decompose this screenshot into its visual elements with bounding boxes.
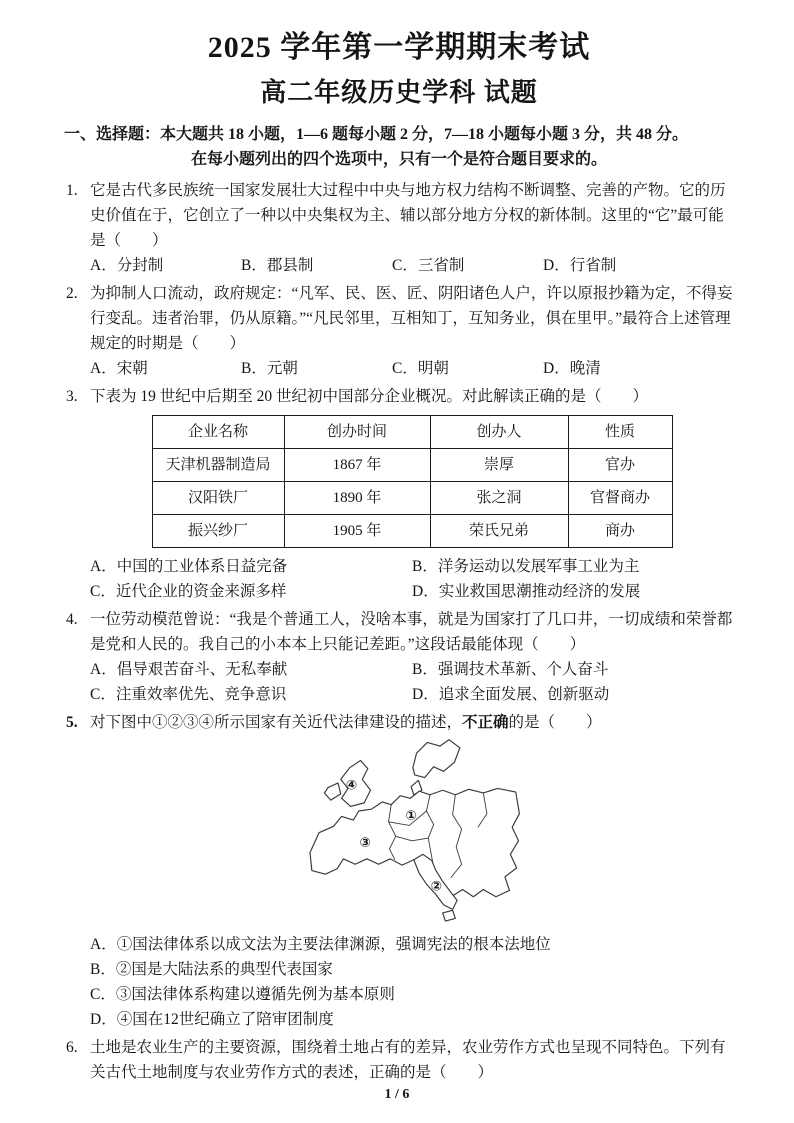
exam-subtitle: 高二年级历史学科 试题 [260,78,538,107]
map-label-3: ③ [359,835,371,852]
option-a: A．①国法律体系以成文法为主要法律渊源，强调宪法的根本法地位 [90,936,551,953]
table-header-cell: 性质 [568,416,672,449]
question-4-options [90,657,734,707]
table-cell: 振兴纱厂 [152,515,284,548]
table-cell: 1890 年 [284,482,430,515]
table-cell: 崇厚 [430,449,568,482]
question-4-text: 一位劳动模范曾说：“我是个普通工人，没啥本事，就是为国家打了几口井，一切成绩和荣誉都是党和人民的。我自己的小本本上只能记差距。”这段话最能体现（ ） [90,611,733,653]
map-label-1: ① [405,808,417,825]
section-instructions-line1: 一、选择题：本大题共 18 小题，1—6 题每小题 2 分，7—18 小题每小题 3 分，共 48 分。 [64,126,689,143]
question-4-number: 4. [66,611,78,628]
mainland-europe-shape [310,788,519,896]
table-cell: 1905 年 [284,515,430,548]
question-3 [64,384,734,604]
question-5-text [90,710,734,735]
question-6-number: 6. [66,1039,78,1056]
option-d: D．追求全面发展、创新驱动 [412,686,610,703]
option-b: B．元朝 [241,360,298,377]
option-c: C．明朝 [392,360,449,377]
question-1 [64,178,734,278]
map-landmass-group [310,740,519,921]
question-3-options [90,554,734,604]
option-b: B．强调技术革新、个人奋斗 [412,661,609,678]
option-b: B．郡县制 [241,257,314,274]
map-label-4: ④ [345,777,358,794]
question-2-text: 为抑制人口流动，政府规定：“凡军、民、医、匠、阴阳诸色人户，许以原报抄籍为定，不得妄行变乱。违者治罪，仍从原籍。”“凡民邻里，互相知丁，互知务业，俱在里甲。”最符合上述管理规定的时期是（ ） [90,285,733,352]
map-label-2: ② [430,878,443,895]
table-cell: 商办 [568,515,672,548]
question-5-options [90,932,734,1032]
table-row [152,515,672,548]
sicily-shape [443,910,456,921]
table-cell: 官督商办 [568,482,672,515]
question-6 [64,1035,734,1085]
option-c: C．三省制 [392,257,465,274]
question-5-text-after: 的是（ ） [508,714,602,731]
question-1-text: 它是古代多民族统一国家发展壮大过程中中央与地方权力结构不断调整、完善的产物。它的历史价值在于，它创立了一种以中央集权为主、辅以部分地方分权的新体制。这里的“它”最可能是（ ） [90,182,726,249]
option-d: D．④国在12世纪确立了陪审团制度 [90,1011,334,1028]
ireland-shape [324,783,340,800]
table-cell: 1867 年 [284,449,430,482]
option-c: C．注重效率优先、竞争意识 [90,686,287,703]
table-header-cell: 企业名称 [152,416,284,449]
option-b: B．洋务运动以发展军事工业为主 [412,558,640,575]
europe-map-figure [90,737,734,930]
question-5 [64,710,734,1032]
table-cell: 荣氏兄弟 [430,515,568,548]
question-1-number: 1. [66,182,78,199]
question-2-options [90,356,734,381]
option-d: D．晚清 [543,360,601,377]
question-1-options [90,253,734,278]
enterprise-table [152,415,673,548]
table-cell: 天津机器制造局 [152,449,284,482]
question-4 [64,607,734,707]
exam-title: 2025 学年第一学期期末考试 [207,31,591,64]
question-6-text: 土地是农业生产的主要资源，围绕着土地占有的差异，农业劳作方式也呈现不同特色。下列有关古代土地制度与农业劳作方式的表述，正确的是（ ） [90,1039,726,1081]
section-instructions [64,122,734,172]
table-cell: 汉阳铁厂 [152,482,284,515]
scandinavia-shape [413,740,460,778]
option-a: A．倡导艰苦奋斗、无私奉献 [90,661,288,678]
option-b: B．②国是大陆法系的典型代表国家 [90,961,333,978]
table-header-cell: 创办时间 [284,416,430,449]
question-5-number: 5. [66,714,78,731]
table-cell: 张之洞 [430,482,568,515]
option-c: C．近代企业的资金来源多样 [90,583,287,600]
option-d: D．行省制 [543,257,617,274]
option-d: D．实业救国思潮推动经济的发展 [412,583,641,600]
question-2 [64,281,734,381]
question-2-number: 2. [66,285,78,302]
question-3-text: 下表为 19 世纪中后期至 20 世纪初中国部分企业概况。对此解读正确的是（ ） [90,388,649,405]
option-a: A．分封制 [90,257,164,274]
europe-map-svg [299,737,525,922]
table-header-row [152,416,672,449]
option-a: A．中国的工业体系日益完备 [90,558,288,575]
question-3-number: 3. [66,388,78,405]
question-5-text-bold: 不正确 [462,714,509,731]
question-5-text-before: 对下图中①②③④所示国家有关近代法律建设的描述， [90,714,463,731]
option-c: C．③国法律体系构建以遵循先例为基本原则 [90,986,395,1003]
table-header-cell: 创办人 [430,416,568,449]
table-row [152,482,672,515]
table-cell: 官办 [568,449,672,482]
section-instructions-line2: 在每小题列出的四个选项中，只有一个是符合题目要求的。 [190,151,607,168]
page-number: 1 / 6 [384,1087,410,1102]
option-a: A．宋朝 [90,360,148,377]
table-row [152,449,672,482]
